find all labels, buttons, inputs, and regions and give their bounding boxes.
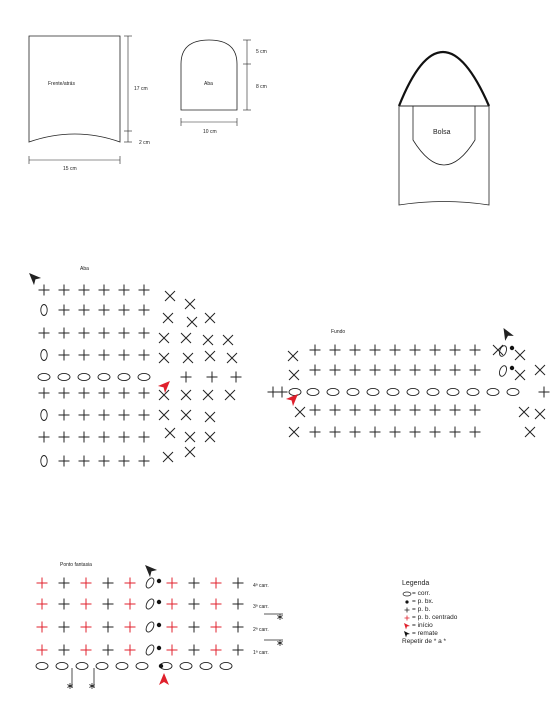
finish-arrow xyxy=(26,270,42,286)
plus-stitch xyxy=(330,427,341,438)
x-stitch xyxy=(185,432,195,442)
x-stitch xyxy=(205,432,215,442)
plus-stitch xyxy=(310,365,321,376)
x-stitch xyxy=(181,333,191,343)
legend-item xyxy=(396,622,516,630)
x-stitch xyxy=(227,353,237,363)
legend-item-label: = início xyxy=(412,622,433,629)
x-stitch xyxy=(289,427,299,437)
legend-item-label: = remate xyxy=(412,630,438,637)
fundo-chart-title: Fundo xyxy=(331,329,346,335)
plus-stitch xyxy=(189,578,200,589)
finish-arrow xyxy=(499,325,514,340)
plus-stitch xyxy=(39,328,50,339)
x-stitch xyxy=(159,390,169,400)
slip-stitch xyxy=(157,600,161,604)
plus-stitch xyxy=(119,388,130,399)
dot-icon xyxy=(402,598,412,606)
plus-stitch xyxy=(330,365,341,376)
x-stitch xyxy=(183,353,193,363)
chain-stitch xyxy=(41,305,47,316)
plus-stitch xyxy=(99,410,110,421)
flap-side-dim: 8 cm xyxy=(256,84,267,90)
front-back-height-dim: 17 cm xyxy=(134,86,148,92)
plus-stitch xyxy=(410,427,421,438)
plus-stitch xyxy=(79,432,90,443)
plus-stitch xyxy=(103,599,114,610)
front-back-width-dim: 15 cm xyxy=(63,166,77,172)
plus-stitch xyxy=(167,599,178,610)
plus-stitch xyxy=(390,427,401,438)
chain-icon xyxy=(402,590,412,598)
legend-repeat xyxy=(396,638,516,646)
plus-stitch xyxy=(139,305,150,316)
plus-stitch xyxy=(59,645,70,656)
x-stitch xyxy=(289,370,299,380)
chain-stitch xyxy=(138,373,150,380)
plus-stitch xyxy=(59,328,70,339)
plus-stitch xyxy=(99,305,110,316)
chain-stitch xyxy=(200,662,212,669)
plus-stitch xyxy=(268,387,279,398)
chain-stitch xyxy=(447,388,459,395)
plus-stitch xyxy=(167,622,178,633)
x-stitch xyxy=(203,335,213,345)
legend-item xyxy=(396,630,516,638)
start-arrow xyxy=(159,673,169,685)
x-stitch xyxy=(159,353,169,363)
plus-stitch xyxy=(410,345,421,356)
plus-stitch xyxy=(79,456,90,467)
front-back-curve-dim: 2 cm xyxy=(139,140,150,146)
chain-stitch xyxy=(144,621,155,634)
ponto-row-label: 2ª carr. xyxy=(253,627,269,633)
chain-stitch xyxy=(387,388,399,395)
plus-stitch xyxy=(79,350,90,361)
plus-stitch xyxy=(59,410,70,421)
plus-stitch xyxy=(119,456,130,467)
plus-stitch xyxy=(139,388,150,399)
ponto-row-label: 3ª carr. xyxy=(253,604,269,610)
plus-stitch xyxy=(119,432,130,443)
plus-stitch xyxy=(119,328,130,339)
plus-stitch xyxy=(79,410,90,421)
plus-stitch xyxy=(59,456,70,467)
plus-stitch xyxy=(167,578,178,589)
x-stitch xyxy=(203,390,213,400)
plus-stitch xyxy=(119,350,130,361)
flap-label: Aba xyxy=(204,81,213,87)
plus-stitch xyxy=(390,345,401,356)
plus-stitch xyxy=(59,622,70,633)
plus-stitch xyxy=(370,345,381,356)
plus-stitch xyxy=(233,622,244,633)
x-stitch xyxy=(225,390,235,400)
x-stitch xyxy=(159,333,169,343)
plus-stitch xyxy=(211,645,222,656)
plus-stitch xyxy=(81,645,92,656)
x-stitch xyxy=(515,370,525,380)
plus-stitch xyxy=(81,622,92,633)
plus-stitch xyxy=(79,328,90,339)
legend-item-label: = p. b. centrado xyxy=(412,614,458,621)
plus-stitch xyxy=(99,432,110,443)
plus-stitch xyxy=(37,599,48,610)
plus-stitch xyxy=(430,345,441,356)
chain-stitch xyxy=(467,388,479,395)
plus-stitch xyxy=(233,645,244,656)
chain-stitch xyxy=(289,388,301,395)
x-stitch xyxy=(165,291,175,301)
plus-stitch xyxy=(450,427,461,438)
bag-label: Bolsa xyxy=(433,129,451,136)
plus-stitch xyxy=(211,622,222,633)
plus-stitch xyxy=(99,456,110,467)
plus-stitch xyxy=(59,432,70,443)
chain-stitch xyxy=(327,388,339,395)
finish-arrow xyxy=(142,562,158,578)
x-stitch xyxy=(515,350,525,360)
x-stitch xyxy=(165,428,175,438)
plus-stitch xyxy=(99,388,110,399)
plus-stitch xyxy=(207,372,218,383)
chain-stitch xyxy=(407,388,419,395)
plus-stitch xyxy=(410,365,421,376)
plus-stitch xyxy=(99,328,110,339)
x-stitch xyxy=(288,351,298,361)
x-stitch xyxy=(205,351,215,361)
x-stitch xyxy=(205,412,215,422)
chain-stitch xyxy=(118,373,130,380)
plus-stitch xyxy=(233,599,244,610)
legend-item-label: = corr. xyxy=(412,590,431,597)
ponto-chart-title: Ponto fantasia xyxy=(60,562,92,568)
plus-stitch xyxy=(330,345,341,356)
chain-stitch xyxy=(76,662,88,669)
plus-stitch xyxy=(470,405,481,416)
plus-stitch xyxy=(59,578,70,589)
chain-stitch xyxy=(498,365,508,378)
x-stitch xyxy=(185,299,195,309)
plus-stitch xyxy=(37,645,48,656)
plus-stitch xyxy=(59,350,70,361)
x-stitch xyxy=(223,335,233,345)
x-stitch xyxy=(163,452,173,462)
chain-stitch xyxy=(307,388,319,395)
chain-stitch xyxy=(56,662,68,669)
legend-item-label: = p. b. xyxy=(412,606,431,613)
plus-stitch xyxy=(103,645,114,656)
legend xyxy=(396,580,516,646)
ponto-row-label: 4ª carr. xyxy=(253,583,269,589)
plus-stitch xyxy=(211,599,222,610)
plus-stitch xyxy=(125,578,136,589)
chain-stitch xyxy=(347,388,359,395)
chain-stitch xyxy=(180,662,192,669)
plus-stitch xyxy=(370,405,381,416)
chain-stitch xyxy=(38,373,50,380)
x-stitch xyxy=(163,313,173,323)
x-stitch xyxy=(185,447,195,457)
plus-stitch xyxy=(119,305,130,316)
plus-stitch xyxy=(211,578,222,589)
chain-stitch xyxy=(144,577,155,590)
x-stitch xyxy=(159,410,169,420)
plus-stitch xyxy=(430,405,441,416)
plus-stitch xyxy=(181,372,192,383)
plus-stitch xyxy=(470,365,481,376)
plus-stitch xyxy=(103,622,114,633)
plus-stitch xyxy=(99,285,110,296)
plus-stitch xyxy=(139,432,150,443)
plus-stitch xyxy=(79,305,90,316)
chain-stitch xyxy=(98,373,110,380)
plus-stitch xyxy=(310,405,321,416)
chain-stitch xyxy=(144,644,155,657)
chain-stitch xyxy=(220,662,232,669)
plus-stitch xyxy=(37,622,48,633)
plus-stitch xyxy=(430,427,441,438)
chain-stitch xyxy=(116,662,128,669)
repeat-star xyxy=(277,614,282,620)
chain-stitch xyxy=(41,350,47,361)
plus-stitch xyxy=(59,305,70,316)
plus-stitch xyxy=(350,365,361,376)
plus-icon xyxy=(402,606,412,614)
chain-stitch xyxy=(58,373,70,380)
plus-stitch xyxy=(189,645,200,656)
plus-stitch xyxy=(350,405,361,416)
legend-item xyxy=(396,614,516,622)
plus-stitch xyxy=(59,388,70,399)
plus-stitch xyxy=(125,622,136,633)
x-stitch xyxy=(295,407,305,417)
slip-stitch xyxy=(157,579,161,583)
plus-stitch xyxy=(81,578,92,589)
legend-title: Legenda xyxy=(402,580,430,587)
plus-stitch xyxy=(470,427,481,438)
repeat-star xyxy=(277,640,282,646)
slip-stitch xyxy=(157,623,161,627)
plus-stitch xyxy=(39,432,50,443)
plus-stitch xyxy=(350,427,361,438)
flap-top-dim: 5 cm xyxy=(256,49,267,55)
chain-stitch xyxy=(144,598,155,611)
chain-stitch xyxy=(136,662,148,669)
x-stitch xyxy=(181,410,191,420)
chain-stitch xyxy=(367,388,379,395)
red-plus-icon xyxy=(402,614,412,622)
plus-stitch xyxy=(125,645,136,656)
legend-item xyxy=(396,598,516,606)
plus-stitch xyxy=(231,372,242,383)
x-stitch xyxy=(525,427,535,437)
plus-stitch xyxy=(189,622,200,633)
chain-stitch xyxy=(507,388,519,395)
plus-stitch xyxy=(139,410,150,421)
plus-stitch xyxy=(125,599,136,610)
legend-repeat-label: Repetir de * a * xyxy=(402,638,447,645)
x-stitch xyxy=(535,365,545,375)
plus-stitch xyxy=(81,599,92,610)
plus-stitch xyxy=(390,365,401,376)
plus-stitch xyxy=(390,405,401,416)
chain-stitch xyxy=(78,373,90,380)
plus-stitch xyxy=(139,350,150,361)
legend-item-label: = p. bx. xyxy=(412,598,434,605)
plus-stitch xyxy=(450,365,461,376)
plus-stitch xyxy=(79,285,90,296)
plus-stitch xyxy=(37,578,48,589)
x-stitch xyxy=(205,313,215,323)
slip-stitch xyxy=(157,646,161,650)
x-stitch xyxy=(493,345,503,355)
plus-stitch xyxy=(450,405,461,416)
legend-item xyxy=(396,590,516,598)
chain-stitch xyxy=(427,388,439,395)
x-stitch xyxy=(535,409,545,419)
slip-stitch xyxy=(510,346,514,350)
flap-width-dim: 10 cm xyxy=(203,129,217,135)
plus-stitch xyxy=(167,645,178,656)
plus-stitch xyxy=(59,599,70,610)
chain-stitch xyxy=(96,662,108,669)
plus-stitch xyxy=(330,405,341,416)
legend-item xyxy=(396,606,516,614)
black-arrow-icon xyxy=(402,630,412,638)
plus-stitch xyxy=(139,285,150,296)
plus-stitch xyxy=(39,285,50,296)
x-stitch xyxy=(181,390,191,400)
red-arrow-icon xyxy=(402,622,412,630)
plus-stitch xyxy=(139,328,150,339)
plus-stitch xyxy=(370,365,381,376)
plus-stitch xyxy=(119,410,130,421)
plus-stitch xyxy=(450,345,461,356)
plus-stitch xyxy=(39,388,50,399)
chain-stitch xyxy=(41,410,47,421)
slip-stitch xyxy=(159,664,163,668)
chain-stitch xyxy=(36,662,48,669)
plus-stitch xyxy=(233,578,244,589)
chain-stitch xyxy=(41,456,47,467)
front-back-label: Frente/atrás xyxy=(48,81,75,87)
plus-stitch xyxy=(139,456,150,467)
aba-chart-title: Aba xyxy=(80,266,89,272)
start-arrow xyxy=(286,391,302,407)
plus-stitch xyxy=(99,350,110,361)
plus-stitch xyxy=(350,345,361,356)
plus-stitch xyxy=(79,388,90,399)
x-stitch xyxy=(519,407,529,417)
plus-stitch xyxy=(430,365,441,376)
plus-stitch xyxy=(189,599,200,610)
chain-stitch xyxy=(498,345,508,358)
plus-stitch xyxy=(310,427,321,438)
plus-stitch xyxy=(470,345,481,356)
plus-stitch xyxy=(310,345,321,356)
plus-stitch xyxy=(539,387,550,398)
plus-stitch xyxy=(119,285,130,296)
slip-stitch xyxy=(510,366,514,370)
chain-stitch xyxy=(487,388,499,395)
plus-stitch xyxy=(103,578,114,589)
ponto-row-label: 1ª carr. xyxy=(253,650,269,656)
x-stitch xyxy=(187,317,197,327)
plus-stitch xyxy=(59,285,70,296)
plus-stitch xyxy=(370,427,381,438)
plus-stitch xyxy=(410,405,421,416)
